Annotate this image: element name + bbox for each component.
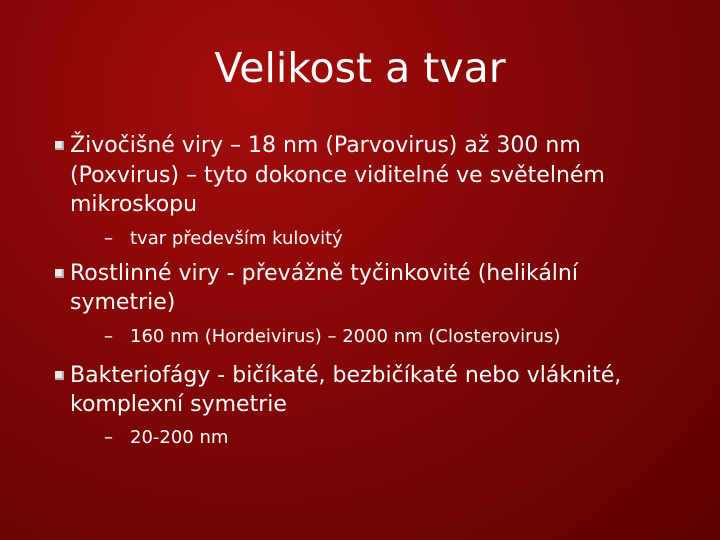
- square-bullet-icon: [55, 269, 64, 278]
- square-bullet-icon: [55, 141, 64, 150]
- bullet-line: Živočišné viry – 18 nm (Parvovirus) až 300 nm: [70, 133, 581, 158]
- slide-title: Velikost a tvar: [214, 44, 506, 92]
- sub-bullet-dash: –: [104, 427, 113, 448]
- bullet-line: symetrie): [70, 290, 176, 315]
- bullet-line: mikroskopu: [70, 192, 198, 217]
- sub-bullet-text: tvar především kulovitý: [130, 228, 343, 249]
- sub-bullet-text: 160 nm (Hordeivirus) – 2000 nm (Closterovirus): [130, 326, 561, 347]
- bullet-line: Bakteriofágy - bičíkaté, bezbičíkaté nebo vláknité,: [70, 363, 622, 388]
- sub-bullet-text: 20-200 nm: [130, 427, 229, 448]
- bullet-line: komplexní symetrie: [70, 392, 287, 417]
- bullet-line: Rostlinné viry - převážně tyčinkovité (helikální: [70, 261, 578, 286]
- bullet-line: (Poxvirus) – tyto dokonce viditelné ve světelném: [70, 163, 605, 188]
- square-bullet-icon: [55, 371, 64, 380]
- sub-bullet-dash: –: [104, 228, 113, 249]
- sub-bullet-dash: –: [104, 326, 113, 347]
